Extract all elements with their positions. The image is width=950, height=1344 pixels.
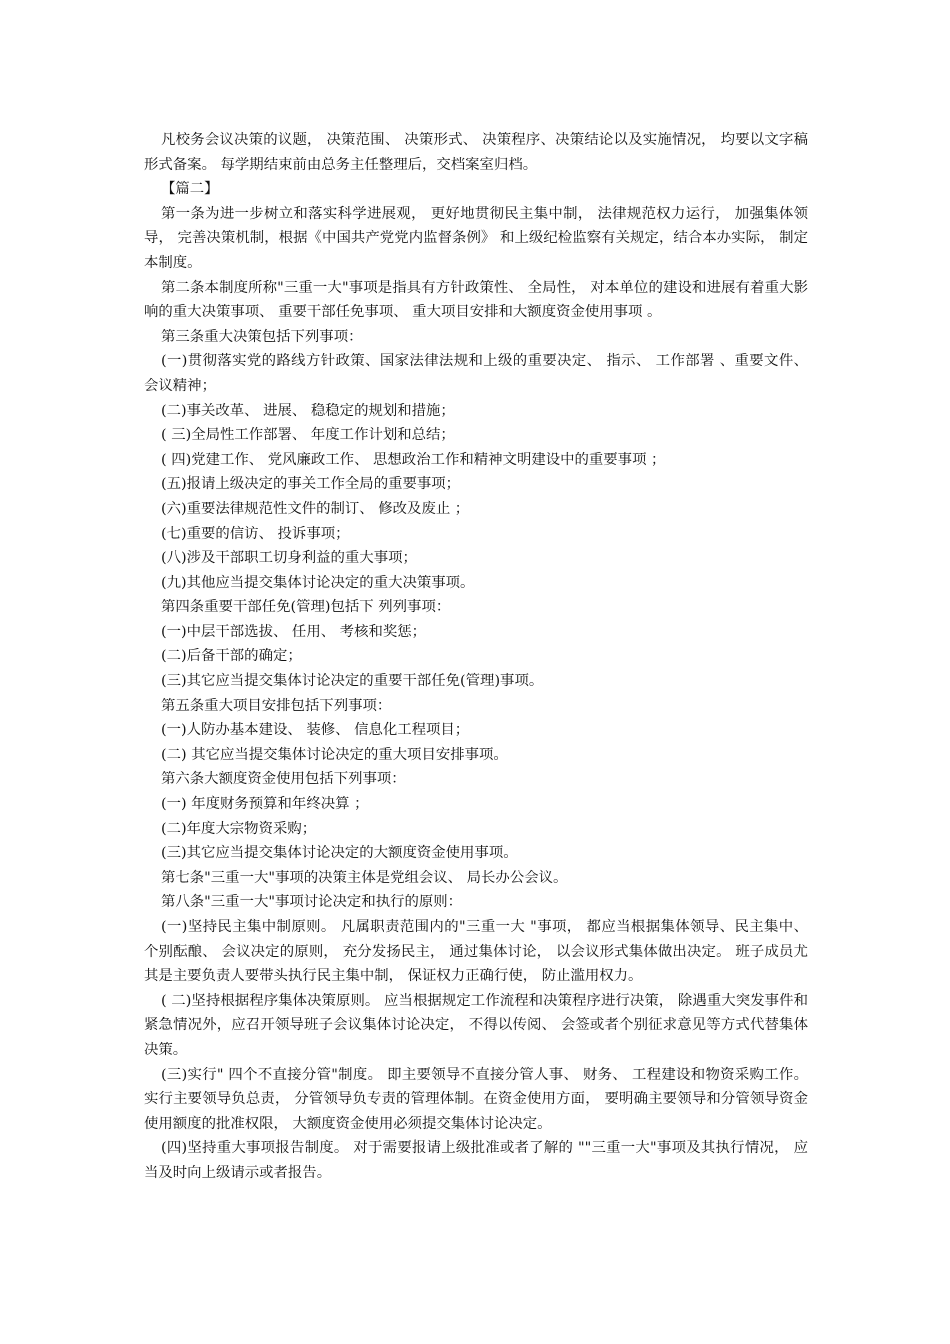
article-3-item-3: ( 三)全局性工作部署、 年度工作计划和总结； — [161, 427, 455, 444]
document-body — [144, 128, 808, 1186]
article-3-item-4: ( 四)党建工作、 党风廉政工作、 思想政治工作和精神文明建设中的重要事项 ； — [161, 451, 666, 468]
article-8-item-3: (三)实行" 四个不直接分管"制度。 即主要领导不直接分管人事、 财务、 工程建设和物资采购工作。 实行主要领导负总责， 分管领导负专责的管理体制。在资金使用方面， 要明确主要领导和分管领导资金使用额度的批准权限， 大额度资金使用必须提交集体讨论决定。 — [144, 1066, 808, 1132]
article-1: 第一条为进一步树立和落实科学进展观， 更好地贯彻民主集中制， 法律规范权力运行， 加强集体领导， 完善决策机制，根据《中国共产党党内监督条例》 和上级纪检监察有关规定，结合本办实际， 制定本制度。 — [144, 205, 808, 271]
article-3-item-9: (九)其他应当提交集体讨论决定的重大决策事项。 — [161, 574, 475, 591]
article-4-item-2: (二)后备干部的确定； — [161, 648, 302, 665]
article-3-item-8: (八)涉及干部职工切身利益的重大事项； — [161, 550, 417, 567]
article-2: 第二条本制度所称"三重一大"事项是指具有方针政策性、 全局性， 对本单位的建设和进展有着重大影响的重大决策事项、 重要干部任免事项、 重大项目安排和大额度资金使用事项 。 — [144, 279, 808, 321]
section-heading: 【篇二】 — [161, 181, 219, 198]
article-8-item-4: (四)坚持重大事项报告制度。 对于需要报请上级批准或者了解的 ""三重一大"事项及其执行情况， 应当及时向上级请示或者报告。 — [144, 1140, 808, 1181]
article-3: 第三条重大决策包括下列事项： — [161, 328, 363, 345]
article-8-item-2: ( 二)坚持根据程序集体决策原则。 应当根据规定工作流程和决策程序进行决策， 除遇重大突发事件和紧急情况外，应召开领导班子会议集体讨论决定， 不得以传阅、 会签或者个别征求意见等方式代替集体决策。 — [144, 992, 808, 1058]
article-4: 第四条重要干部任免(管理)包括下 列列事项： — [161, 599, 451, 616]
article-5-item-1: (一)人防办基本建设、 装修、 信息化工程项目； — [161, 722, 470, 739]
article-3-item-1: (一)贯彻落实党的路线方针政策、国家法律法规和上级的重要决定、 指示、 工作部署 、重要文件、 会议精神； — [144, 353, 808, 394]
article-6: 第六条大额度资金使用包括下列事项： — [161, 771, 406, 788]
article-6-item-3: (三)其它应当提交集体讨论决定的大额度资金使用事项。 — [161, 845, 518, 862]
article-3-item-5: (五)报请上级决定的事关工作全局的重要事项； — [161, 476, 461, 493]
article-5: 第五条重大项目安排包括下列事项： — [161, 697, 392, 714]
article-8: 第八条"三重一大"事项讨论决定和执行的原则： — [161, 894, 463, 911]
article-4-item-3: (三)其它应当提交集体讨论决定的重要干部任免(管理)事项。 — [161, 673, 544, 690]
paragraph-archive-note: 凡校务会议决策的议题， 决策范围、 决策形式、 决策程序、决策结论以及实施情况， 均要以文字稿形式备案。 每学期结束前由总务主任整理后，交档案室归档。 — [144, 132, 808, 173]
article-5-item-2: (二) 其它应当提交集体讨论决定的重大项目安排事项。 — [161, 746, 508, 763]
article-3-item-6: (六)重要法律规范性文件的制订、 修改及废止 ； — [161, 500, 470, 517]
article-4-item-1: (一)中层干部选拔、 任用、 考核和奖惩； — [161, 623, 427, 640]
article-6-item-1: (一) 年度财务预算和年终决算 ； — [161, 796, 369, 813]
article-6-item-2: (二)年度大宗物资采购； — [161, 820, 317, 837]
article-8-item-1: (一)坚持民主集中制原则。 凡属职责范围内的"三重一大 "事项， 都应当根据集体领导、民主集中、 个别酝酿、 会议决定的原则， 充分发扬民主， 通过集体讨论， 以会议形式集体做出决定。 班子成员尤其是主要负责人要带头执行民主集中制， 保证权力正确行使， 防止滥用权力。 — [144, 919, 808, 985]
article-3-item-7: (七)重要的信访、 投诉事项； — [161, 525, 350, 542]
article-3-item-2: (二)事关改革、 进展、 稳稳定的规划和措施； — [161, 402, 455, 419]
article-7: 第七条"三重一大"事项的决策主体是党组会议、 局长办公会议。 — [161, 869, 568, 886]
